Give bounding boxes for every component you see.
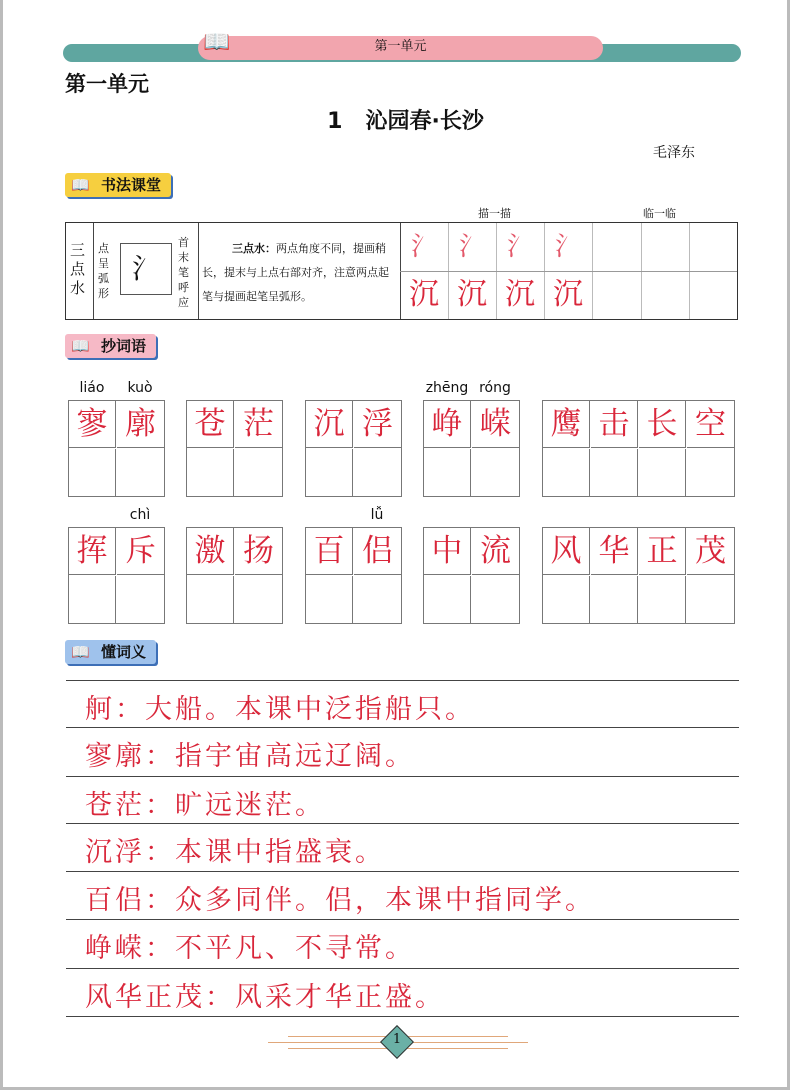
writing-cell[interactable] xyxy=(639,576,686,623)
word-char: 空 xyxy=(687,401,734,448)
ruled-line xyxy=(66,776,739,777)
lesson-name: 沁园春·长沙 xyxy=(365,109,484,134)
word-char: 挥 xyxy=(69,528,116,575)
section-copy-words xyxy=(65,334,156,358)
ruled-line xyxy=(66,871,739,872)
word-char: 茂 xyxy=(687,528,734,575)
writing-cell[interactable] xyxy=(187,576,234,623)
word-grid xyxy=(68,527,165,624)
word-grid xyxy=(186,527,283,624)
writing-cell[interactable] xyxy=(543,576,590,623)
writing-cell[interactable] xyxy=(354,576,401,623)
writing-cell[interactable] xyxy=(543,449,590,496)
trace-char-cell: 沉 xyxy=(553,277,583,312)
section-label: 书法课堂 xyxy=(101,176,162,194)
word-char: 嵘 xyxy=(472,401,519,448)
book-icon: 📖 xyxy=(71,337,90,355)
open-book-icon: 📖 xyxy=(203,30,231,55)
pinyin: róng xyxy=(479,380,511,396)
stroke-diagram: 氵 xyxy=(120,243,172,295)
writing-cell[interactable] xyxy=(306,576,353,623)
writing-cell[interactable] xyxy=(354,449,401,496)
word-grid xyxy=(186,400,283,497)
word-char: 苍 xyxy=(187,401,234,448)
definition-line: 峥嵘：不平凡、不寻常。 xyxy=(85,933,415,964)
pinyin: lǚ xyxy=(370,507,384,523)
word-char: 正 xyxy=(639,528,686,575)
word-char: 鹰 xyxy=(543,401,590,448)
word-char: 流 xyxy=(472,528,519,575)
lesson-number: 1 xyxy=(327,109,343,134)
word-char: 华 xyxy=(591,528,638,575)
ruled-line xyxy=(66,727,739,728)
trace-stroke-cell: 氵 xyxy=(458,232,485,262)
stroke-name: 三点水 xyxy=(70,241,86,297)
trace-stroke-cell: 氵 xyxy=(506,232,533,262)
word-grid xyxy=(542,400,735,497)
trace-label: 描一描 xyxy=(478,207,511,220)
word-grid xyxy=(423,527,520,624)
word-char: 斥 xyxy=(117,528,164,575)
header-banner: 第一单元 xyxy=(198,36,603,60)
writing-cell[interactable] xyxy=(591,449,638,496)
pinyin: chì xyxy=(129,507,151,523)
unit-title: 第一单元 xyxy=(65,72,149,96)
writing-cell[interactable] xyxy=(687,576,734,623)
copy-label: 临一临 xyxy=(643,207,676,220)
pinyin: kuò xyxy=(127,380,153,396)
left-note: 点呈弧形 xyxy=(98,242,109,300)
word-char: 百 xyxy=(306,528,353,575)
ruled-line xyxy=(66,823,739,824)
word-char: 寥 xyxy=(69,401,116,448)
section-label: 懂词义 xyxy=(101,643,147,661)
book-icon: 📖 xyxy=(71,643,90,661)
lesson-title xyxy=(3,104,790,135)
definition-line: 舸：大船。本课中泛指船只。 xyxy=(85,694,475,725)
book-icon: 📖 xyxy=(71,176,90,194)
definition-line: 苍茫：旷远迷茫。 xyxy=(85,790,325,821)
writing-cell[interactable] xyxy=(472,576,519,623)
writing-cell[interactable] xyxy=(687,449,734,496)
section-calligraphy xyxy=(65,173,171,197)
writing-cell[interactable] xyxy=(69,449,116,496)
word-char: 侣 xyxy=(354,528,401,575)
definition-line: 寥廓：指宇宙高远辽阔。 xyxy=(85,741,415,772)
word-grid xyxy=(68,400,165,497)
writing-cell[interactable] xyxy=(117,449,164,496)
right-note: 首末笔呼应 xyxy=(178,236,189,309)
word-char: 峥 xyxy=(424,401,471,448)
ruled-line xyxy=(66,1016,739,1017)
writing-cell[interactable] xyxy=(424,576,471,623)
word-char: 风 xyxy=(543,528,590,575)
definition-line: 沉浮：本课中指盛衰。 xyxy=(85,837,385,868)
trace-stroke-cell: 氵 xyxy=(410,232,437,262)
pinyin: liáo xyxy=(79,380,105,396)
trace-stroke-cell: 氵 xyxy=(554,232,581,262)
writing-cell[interactable] xyxy=(117,576,164,623)
writing-cell[interactable] xyxy=(235,449,282,496)
word-char: 扬 xyxy=(235,528,282,575)
word-char: 廓 xyxy=(117,401,164,448)
word-char: 击 xyxy=(591,401,638,448)
word-grid xyxy=(423,400,520,497)
ruled-line xyxy=(66,968,739,969)
writing-cell[interactable] xyxy=(639,449,686,496)
word-char: 浮 xyxy=(354,401,401,448)
word-char: 中 xyxy=(424,528,471,575)
writing-cell[interactable] xyxy=(69,576,116,623)
page-number: 1 xyxy=(392,1032,402,1047)
word-char: 激 xyxy=(187,528,234,575)
calligraphy-table xyxy=(65,222,738,320)
writing-cell[interactable] xyxy=(187,449,234,496)
writing-cell[interactable] xyxy=(424,449,471,496)
writing-cell[interactable] xyxy=(306,449,353,496)
trace-char-cell: 沉 xyxy=(409,277,439,312)
stroke-description: 三点水：两点角度不同，提画稍长，提末与上点右部对齐，注意两点起笔与提画起笔呈弧形。 xyxy=(202,242,389,303)
section-label: 抄词语 xyxy=(101,337,147,355)
word-char: 长 xyxy=(639,401,686,448)
writing-cell[interactable] xyxy=(235,576,282,623)
word-char: 沉 xyxy=(306,401,353,448)
definition-line: 风华正茂：风采才华正盛。 xyxy=(85,982,445,1013)
word-char: 茫 xyxy=(235,401,282,448)
definition-line: 百侣：众多同伴。侣，本课中指同学。 xyxy=(85,885,595,916)
writing-cell[interactable] xyxy=(591,576,638,623)
word-grid xyxy=(305,400,402,497)
trace-char-cell: 沉 xyxy=(457,277,487,312)
section-meanings xyxy=(65,640,156,664)
ruled-line xyxy=(66,680,739,681)
ruled-line xyxy=(66,919,739,920)
pinyin: zhēng xyxy=(425,380,469,396)
author: 毛泽东 xyxy=(653,145,695,161)
writing-cell[interactable] xyxy=(472,449,519,496)
trace-char-cell: 沉 xyxy=(505,277,535,312)
word-grid xyxy=(305,527,402,624)
word-grid xyxy=(542,527,735,624)
